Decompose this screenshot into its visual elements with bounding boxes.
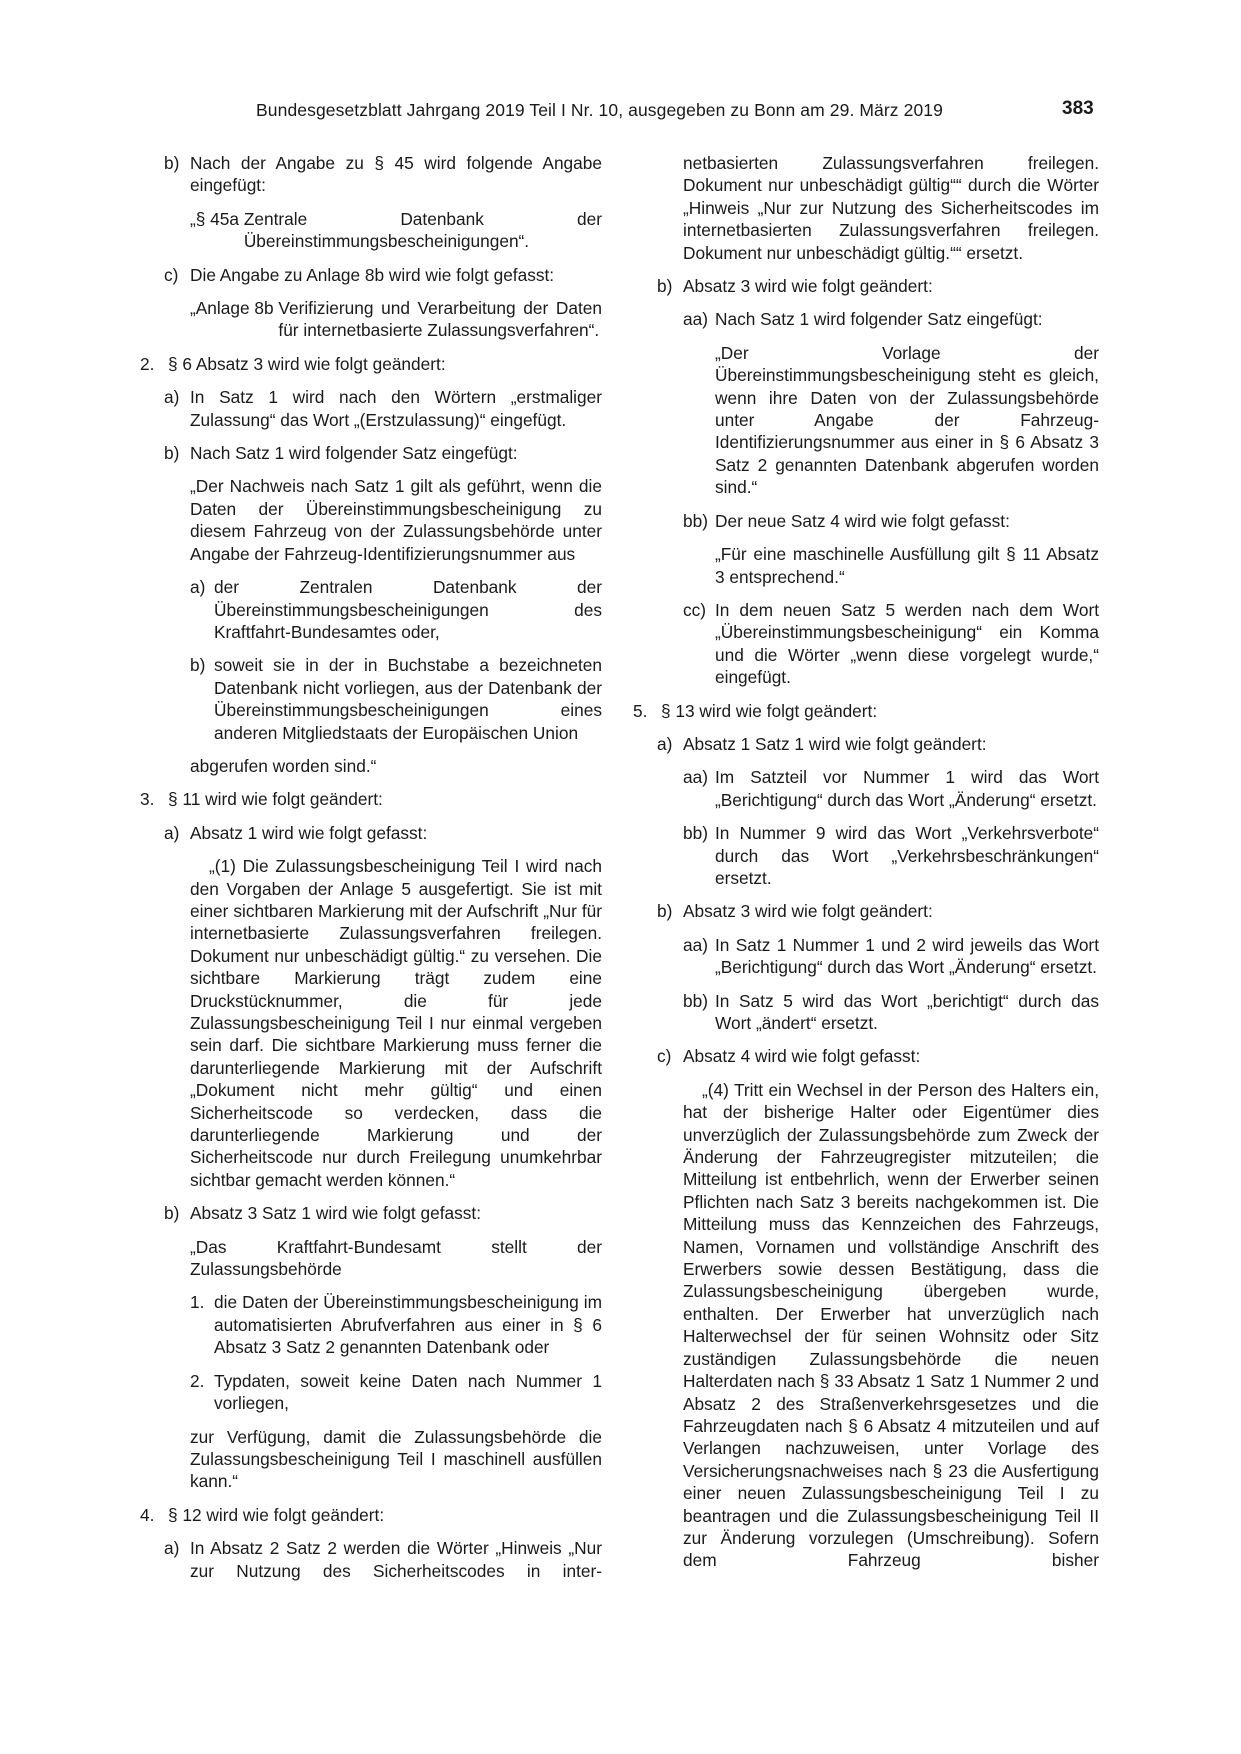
item-label: bb) <box>683 990 708 1011</box>
item-label: bb) <box>683 823 708 844</box>
item-text: § 13 wird wie folgt geändert: <box>661 700 878 721</box>
item-label: aa) <box>683 767 708 788</box>
item-label: aa) <box>683 309 708 330</box>
item-label: a) <box>164 1538 180 1559</box>
page-number: 383 <box>1062 98 1094 119</box>
quoted-paragraph: zur Verfügung, damit die Zulassungsbehörde die Zulassungsbescheinigung Teil I maschinell ausfüllen kann.“ <box>190 1426 602 1492</box>
item-text: Absatz 3 wird wie folgt geändert: <box>683 901 933 922</box>
item-label: b) <box>190 655 206 676</box>
item-number: 5. <box>633 700 648 721</box>
list-item <box>150 576 602 643</box>
list-item <box>150 264 602 286</box>
item-label: c) <box>164 264 179 285</box>
item-label: bb) <box>683 510 708 531</box>
list-item <box>150 654 602 744</box>
item-text: In Nummer 9 wird das Wort „Verkehrsverbote“ durch das Wort „Verkehrsbeschränkungen“ ersetzt. <box>715 823 1099 888</box>
item-text: Typdaten, soweit keine Daten nach Nummer 1 vorliegen, <box>214 1370 602 1414</box>
item-text: Absatz 3 wird wie folgt geändert: <box>683 276 933 297</box>
item-label: b) <box>657 276 673 297</box>
item-text: § 6 Absatz 3 wird wie folgt geändert: <box>168 353 446 374</box>
item-number: 4. <box>140 1504 155 1525</box>
item-text: § 11 wird wie folgt geändert: <box>168 789 383 810</box>
quoted-paragraph: „Der Vorlage der Übereinstimmungsbescheinigung steht es gleich, wenn ihre Daten von der Zulassungsbehörde unter Angabe der Fahrzeug-Identifizierungsnummer aus einer in § 6 Absatz 3 Satz 2 genannten Datenbank abgerufen worden sind.“ <box>715 342 1099 498</box>
item-text: Nach Satz 1 wird folgender Satz eingefügt: <box>715 309 1043 330</box>
item-label: b) <box>164 443 180 464</box>
left-column <box>140 152 602 1582</box>
list-item <box>140 1504 602 1526</box>
item-text: der Zentralen Datenbank der Übereinstimmungsbescheinigungen des Kraftfahrt-Bundesamtes oder, <box>214 577 602 642</box>
quoted-paragraph: „(4) Tritt ein Wechsel in der Person des Halters ein, hat der bisherige Halter oder Eigentümer dies unverzüglich der Zulassungsbehörde zum Zweck der Änderung der Fahrzeugregister mitzuteilen; die Mitteilung ist entbehrlich, wenn der Erwerber seinen Pflichten nach Satz 3 bereits nachgekommen ist. Die Mitteilung muss das Kennzeichen des Fahrzeugs, Namen, Vornamen und vollständige Anschrift des Erwerbers sowie dessen Bestätigung, dass die Zulassungsbescheinigung übergeben wurde, enthalten. Der Erwerber hat unverzüglich nach Halterwechsel der für seinen Wohnsitz oder Sitz zuständigen Zulassungsbehörde die neuen Halterdaten nach § 33 Absatz 1 Satz 1 Nummer 2 und Absatz 2 des Straßenverkehrsgesetzes und die Fahrzeugdaten nach § 6 Absatz 4 mitzuteilen und auf Verlangen nachzuweisen, unter Vorlage des Versicherungsnachweises nach § 23 die Ausfertigung einer neuen Zulassungsbescheinigung Teil I zu beantragen und die Zulassungsbescheinigung Teil II zur Änderung vorzulegen (Umschreibung). Sofern dem Fahrzeug bisher <box>683 1079 1099 1571</box>
item-text: In Satz 1 wird nach den Wörtern „erstmaliger Zulassung“ das Wort „(Erstzulassung)“ eingefügt. <box>190 387 602 430</box>
item-text: § 12 wird wie folgt geändert: <box>168 1504 385 1525</box>
quote-label: „Anlage 8b <box>190 298 279 319</box>
item-number: 2. <box>190 1370 205 1391</box>
item-text: In Satz 5 wird das Wort „berichtigt“ durch das Wort „ändert“ ersetzt. <box>715 990 1099 1033</box>
item-text: In Satz 1 Nummer 1 und 2 wird jeweils das Wort „Berichtigung“ durch das Wort „Änderung“ ersetzt. <box>715 934 1099 978</box>
page-header <box>0 100 1241 130</box>
item-text: Der neue Satz 4 wird wie folgt gefasst: <box>715 510 1010 531</box>
quoted-paragraph: „Für eine maschinelle Ausfüllung gilt § 11 Absatz 3 entsprechend.“ <box>715 544 1099 587</box>
quoted-paragraph: abgerufen worden sind.“ <box>190 755 377 776</box>
continued-paragraph: netbasierten Zulassungsverfahren freilegen. Dokument nur unbeschädigt gültig““ durch die Wörter „Hinweis „Nur zur Nutzung des Sicherheitscodes im internetbasierten Zulassungsverfahren freilegen. Dokument nur unbeschädigt gültig.““ ersetzt. <box>683 153 1099 263</box>
list-item <box>150 386 602 431</box>
list-item <box>150 1202 602 1224</box>
item-label: b) <box>657 901 673 922</box>
item-text: Absatz 3 Satz 1 wird wie folgt gefasst: <box>190 1203 482 1224</box>
list-item <box>150 442 602 464</box>
item-label: c) <box>657 1046 672 1067</box>
item-label: cc) <box>683 599 707 620</box>
item-text: Die Angabe zu Anlage 8b wird wie folgt gefasst: <box>190 264 555 285</box>
item-label: a) <box>164 387 180 408</box>
item-label: aa) <box>683 934 708 955</box>
item-text: Absatz 1 wird wie folgt gefasst: <box>190 822 428 843</box>
quote-text: Zentrale Datenbank der Übereinstimmungsbescheinigungen“. <box>243 208 602 252</box>
list-item <box>643 990 1099 1035</box>
item-label: b) <box>164 153 180 173</box>
list-item <box>150 822 602 844</box>
list-item <box>140 788 602 810</box>
item-text: Nach der Angabe zu § 45 wird folgende Angabe eingefügt: <box>190 153 602 196</box>
list-item <box>643 900 1099 922</box>
list-item <box>633 700 1099 722</box>
quoted-entry <box>150 297 602 342</box>
quoted-paragraph: „Der Nachweis nach Satz 1 gilt als geführt, wenn die Daten der Übereinstimmungsbescheinigung zu diesem Fahrzeug von der Zulassungsbehörde unter Angabe der Fahrzeug-Identifizierungsnummer aus <box>190 476 602 564</box>
list-item <box>150 1291 602 1358</box>
item-text: Absatz 1 Satz 1 wird wie folgt geändert: <box>683 733 987 754</box>
list-item <box>643 510 1099 532</box>
list-item <box>643 599 1099 689</box>
item-text: In dem neuen Satz 5 werden nach dem Wort „Übereinstimmungsbescheinigung“ ein Komma und die Wörter „wenn diese vorgelegt wurde,“ eingefügt. <box>715 599 1099 688</box>
quoted-entry <box>150 208 602 253</box>
quoted-paragraph: „Das Kraftfahrt-Bundesamt stellt der Zulassungsbehörde <box>190 1236 602 1280</box>
list-item <box>643 733 1099 755</box>
item-text: Nach Satz 1 wird folgender Satz eingefügt: <box>190 443 518 464</box>
item-number: 1. <box>190 1292 205 1313</box>
item-text: Im Satzteil vor Nummer 1 wird das Wort „Berichtigung“ durch das Wort „Änderung“ ersetzt. <box>715 767 1099 810</box>
quote-text: Verifizierung und Verarbeitung der Daten für internetbasierte Zulassungsverfahren“. <box>278 298 602 341</box>
item-label: a) <box>657 733 673 754</box>
item-text: die Daten der Übereinstimmungsbescheinigung im automatisierten Abrufverfahren aus einer in § 6 Absatz 3 Satz 2 genannten Datenbank oder <box>214 1292 602 1358</box>
item-text: In Absatz 2 Satz 2 werden die Wörter „Hinweis „Nur zur Nutzung des Sicherheitscodes in inter- <box>190 1538 602 1581</box>
list-item <box>643 934 1099 979</box>
quoted-paragraph: „(1) Die Zulassungsbescheinigung Teil I wird nach den Vorgaben der Anlage 5 ausgefertigt. Sie ist mit einer sichtbaren Markierung mit der Aufschrift „Nur für internetbasierte Zulassungsverfahren freilegen. Dokument nur unbeschädigt gültig.“ zu versehen. Die sichtbare Markierung trägt zudem eine Druckstücknummer, die für jede Zulassungsbescheinigung Teil I nur einmal vergeben sein darf. Die sichtbare Markierung muss ferner die darunterliegende Markierung mit der Aufschrift „Dokument nicht mehr gültig“ und einen Sicherheitscode so verdecken, dass die darunterliegende Markierung und der Sicherheitscode nur durch Freilegung unumkehrbar sichtbar gemacht werden können.“ <box>190 856 602 1190</box>
running-title: Bundesgesetzblatt Jahrgang 2019 Teil I Nr. 10, ausgegeben zu Bonn am 29. März 2019 <box>256 100 943 120</box>
item-text: Absatz 4 wird wie folgt gefasst: <box>683 1046 921 1067</box>
item-label: a) <box>164 822 180 843</box>
list-item <box>140 353 602 375</box>
list-item <box>643 275 1099 297</box>
list-item <box>150 152 602 197</box>
right-column <box>633 152 1099 1583</box>
list-item <box>150 1537 602 1582</box>
list-item <box>643 1045 1099 1067</box>
list-item <box>150 1370 602 1415</box>
list-item <box>643 308 1099 330</box>
item-number: 2. <box>140 353 155 374</box>
item-label: a) <box>190 577 206 598</box>
list-item <box>643 822 1099 889</box>
quote-label: „§ 45a <box>190 208 244 229</box>
item-label: b) <box>164 1203 180 1224</box>
list-item <box>643 766 1099 811</box>
item-text: soweit sie in der in Buchstabe a bezeichneten Datenbank nicht vorliegen, aus der Datenbank der Übereinstimmungsbescheinigungen eines anderen Mitgliedstaats der Europäischen Union <box>214 655 602 743</box>
item-number: 3. <box>140 789 155 810</box>
